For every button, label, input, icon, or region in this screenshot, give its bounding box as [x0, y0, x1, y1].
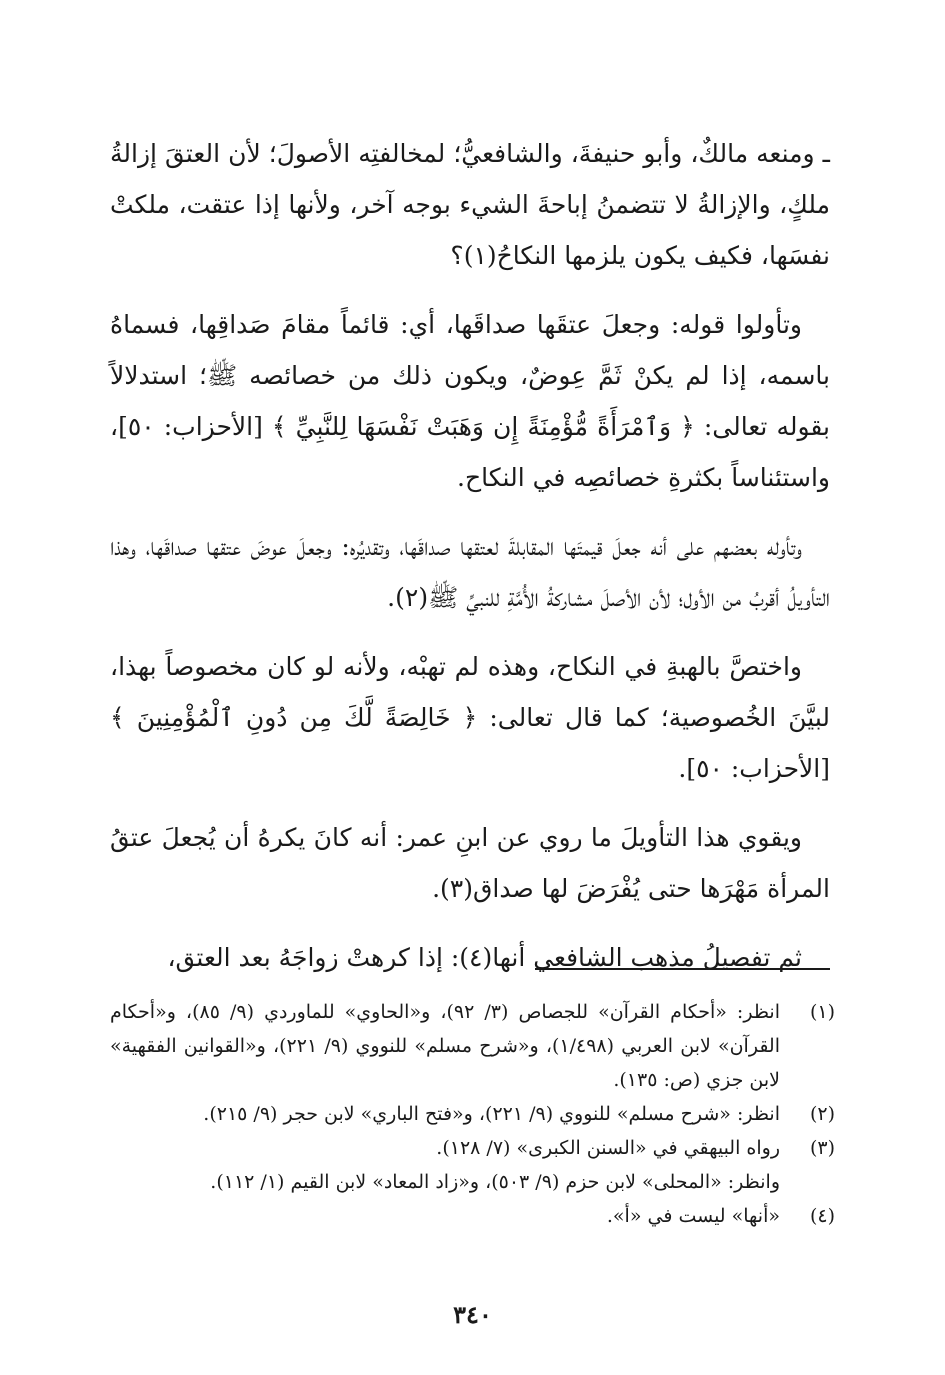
footnote-number: (١): [809, 1001, 835, 1023]
paragraph-6: ثم تفصيلُ مذهب الشافعي أنها(٤): إذا كرهتْ زواجَهُ بعد العتق،: [167, 943, 802, 972]
footnote-number: (٤): [809, 1205, 835, 1227]
paragraph-4: واختصَّ بالهبةِ في النكاح، وهذه لم تهبْه، ولأنه لو كان مخصوصاً بهذا، لبيَّنَ الخُصوصية؛ كما قال تعالى: ﴿ خَالِصَةً لَّكَ مِن دُونِ ٱلْمُؤْمِنِينَ ﴾ [الأحزاب: ٥٠].: [110, 652, 830, 783]
main-text: [110, 128, 830, 1001]
footnote-text: «أنها» ليست في «أ».: [606, 1205, 780, 1227]
footnote-number: (٣): [809, 1137, 835, 1159]
footnote-text: انظر: «أحكام القرآن» للجصاص (٣/ ٩٢)، و«الحاوي» للماوردي (٩/ ٨٥)، و«أحكام القرآن» لابن العربي (١/٤٩٨)، و«شرح مسلم» للنووي (٩/ ٢٢١)، و«القوانين الفقهية» لابن جزي (ص: ١٣٥).: [110, 1001, 780, 1091]
paragraph-2: وتأولوا قوله: وجعلَ عتقَها صداقَها، أي: قائماً مقامَ صَداقِها، فسماهُ باسمه، إذا لم يكنْ ثَمَّ عِوضٌ، ويكون ذلك من خصائصه ﷺ؛ استدلالاً بقوله تعالى: ﴿ وَٱمْرَأَةً مُّؤْمِنَةً إِن وَهَبَتْ نَفْسَهَا لِلنَّبِيِّ ﴾ [الأحزاب: ٥٠]، واستئناساً بكثرةِ خصائصِه في النكاح.: [110, 310, 830, 492]
footnote-2: [110, 1097, 835, 1131]
footnote-text: انظر: «شرح مسلم» للنووي (٩/ ٢٢١)، و«فتح الباري» لابن حجر (٩/ ٢١٥).: [203, 1103, 780, 1125]
footnotes: [110, 995, 835, 1233]
footnote-3-continuation: وانظر: «المحلى» لابن حزم (٩/ ٥٠٣)، و«زاد المعاد» لابن القيم (١/ ١١٢).: [210, 1171, 780, 1193]
footnote-4: [110, 1199, 835, 1233]
footnote-3: [110, 1131, 835, 1165]
page-number: ٣٤٠: [453, 1300, 492, 1329]
paragraph-1: ـ ومنعه مالكٌ، وأبو حنيفةَ، والشافعيُّ؛ لمخالفتِه الأصولَ؛ لأن العتقَ إزالةُ ملكٍ، والإزالةُ لا تتضمنُ إباحةَ الشيء بوجه آخر، ولأنها إذا عتقت، ملكتْ نفسَها، فكيف يكون يلزمها النكاحُ(١)؟: [110, 139, 830, 270]
footnote-text: رواه البيهقي في «السنن الكبرى» (٧/ ١٢٨).: [436, 1137, 780, 1159]
footnote-1: [110, 995, 835, 1097]
paragraph-3: وتأوله بعضهم على أنه جعلَ قيمتَها المقابلةَ لعتقها صداقَها، وتقديُره: وجعلَ عوضَ عتقها صداقَها، وهذا التأويلُ أقربُ من الأول؛ لأن الأصلَ مشاركةُ الأُمَّةِ للنبيِّ ﷺ(٢).: [110, 532, 830, 612]
footnote-number: (٢): [809, 1103, 835, 1125]
paragraph-5: ويقوي هذا التأويلَ ما روي عن ابنِ عمر: أنه كانَ يكرهُ أن يُجعلَ عتقُ المرأة مَهْرَها حتى يُفْرَضَ لها صداق(٣).: [110, 823, 830, 903]
footnote-separator: [535, 968, 830, 970]
